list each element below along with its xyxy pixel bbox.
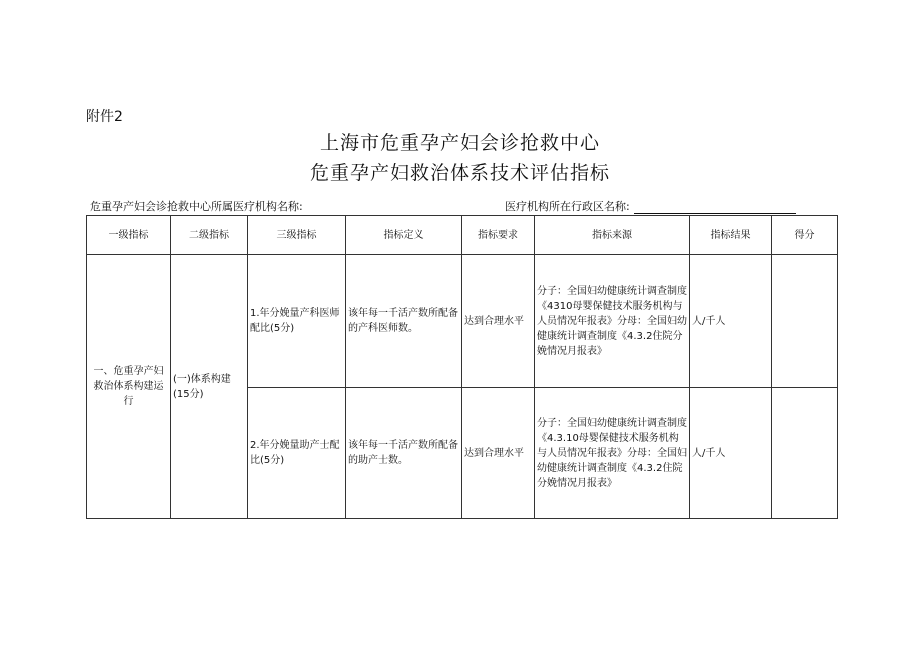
score-cell[interactable] [772, 388, 838, 519]
table-header-row [87, 216, 838, 255]
result-cell: 人/千人 [690, 255, 772, 388]
district-name-label: 医疗机构所在行政区名称: [505, 200, 630, 213]
institution-name-label: 危重孕产妇会诊抢救中心所属医疗机构名称: [90, 200, 303, 213]
table-row [87, 255, 838, 388]
header-source: 指标来源 [535, 216, 690, 255]
level3-cell: 2.年分娩量助产士配比(5分) [248, 388, 346, 519]
institution-name-field [90, 198, 303, 214]
document-subtitle: 危重孕产妇救治体系技术评估指标 [309, 162, 610, 184]
header-result: 指标结果 [690, 216, 772, 255]
requirement-cell: 达到合理水平 [462, 388, 535, 519]
score-cell[interactable] [772, 255, 838, 388]
source-cell: 分子：全国妇幼健康统计调查制度《4310母婴保健技术服务机构与人员情况年报表》分母：全国妇幼健康统计调查制度《4.3.2住院分娩情况月报表》 [535, 255, 690, 388]
header-requirement: 指标要求 [462, 216, 535, 255]
district-name-field [505, 198, 796, 214]
source-cell: 分子：全国妇幼健康统计调查制度《4.3.10母婴保健技术服务机构与人员情况年报表》分母：全国妇幼健康统计调查制度《4.3.2住院分娩情况月报表》 [535, 388, 690, 519]
header-definition: 指标定义 [346, 216, 462, 255]
evaluation-table [86, 215, 838, 519]
header-level3: 三级指标 [248, 216, 346, 255]
header-level2: 二级指标 [171, 216, 248, 255]
document-title: 上海市危重孕产妇会诊抢救中心 [319, 132, 600, 154]
definition-cell: 该年每一千活产数所配备的产科医师数。 [346, 255, 462, 388]
result-cell: 人/千人 [690, 388, 772, 519]
header-level1: 一级指标 [87, 216, 171, 255]
requirement-cell: 达到合理水平 [462, 255, 535, 388]
definition-cell: 该年每一千活产数所配备的助产士数。 [346, 388, 462, 519]
level3-cell: 1.年分娩量产科医师配比(5分) [248, 255, 346, 388]
annex-label: 附件2 [86, 109, 123, 125]
district-name-blank [634, 203, 796, 214]
level1-cell: 一、危重孕产妇救治体系构建运行 [87, 255, 171, 519]
level2-cell: (一)体系构建(15分) [171, 255, 248, 519]
header-score: 得分 [772, 216, 838, 255]
